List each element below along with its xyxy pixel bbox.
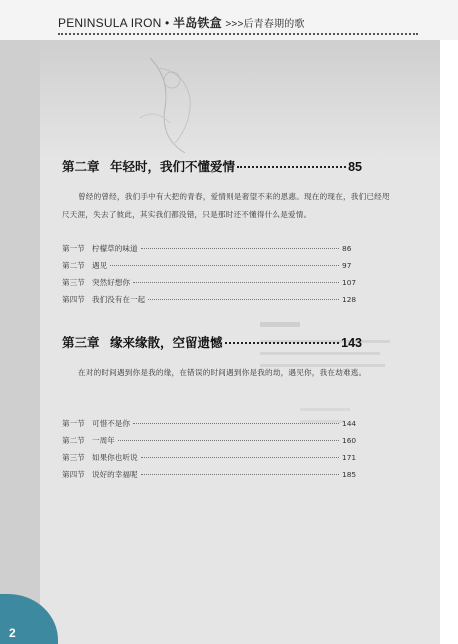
chapter-number: 第三章 — [62, 336, 100, 350]
dot-leader — [141, 457, 339, 458]
section-label: 第二节 — [62, 436, 85, 445]
book-title — [58, 14, 305, 31]
section-title: 一周年 — [92, 436, 115, 445]
toc-entry[interactable] — [62, 418, 362, 435]
chapter-heading — [62, 333, 362, 351]
section-page: 160 — [342, 436, 357, 445]
section-label: 第四节 — [62, 470, 85, 479]
section-page: 86 — [342, 244, 352, 253]
dot-leader — [133, 282, 339, 283]
section-title: 如果你也听说 — [92, 453, 138, 462]
dot-leader — [237, 166, 346, 168]
section-label: 第四节 — [62, 295, 85, 304]
section-title: 可惜不是你 — [92, 419, 130, 428]
toc-entry[interactable] — [62, 452, 362, 469]
section-page: 97 — [342, 261, 352, 270]
brand-separator: • — [165, 16, 170, 30]
section-page: 107 — [342, 278, 357, 287]
section-label: 第一节 — [62, 419, 85, 428]
section-page: 185 — [342, 470, 357, 479]
chapter-title: 年轻时，我们不懂爱情 — [110, 160, 236, 174]
dot-leader — [118, 440, 339, 441]
brand-latin: PENINSULA IRON — [58, 16, 162, 30]
chapter-page: 85 — [348, 160, 362, 174]
running-header — [0, 0, 458, 40]
panel-gradient — [40, 40, 440, 160]
toc-entry[interactable] — [62, 277, 362, 294]
toc-entry[interactable] — [62, 243, 362, 260]
section-label: 第二节 — [62, 261, 85, 270]
chapter-heading — [62, 157, 362, 175]
dot-leader — [110, 265, 339, 266]
section-label: 第一节 — [62, 244, 85, 253]
dot-leader — [133, 423, 339, 424]
toc-entry[interactable] — [62, 469, 362, 486]
chapter-number: 第二章 — [62, 160, 100, 174]
section-title: 遇见 — [92, 261, 108, 270]
dot-leader — [141, 248, 339, 249]
chapter-summary: 在对的时间遇到你是我的缘，在错误的时间遇到你是我的劫，遇见你，我在劫难逃。 — [78, 368, 367, 377]
arrow-separator: >>> — [225, 19, 244, 30]
section-page: 128 — [342, 295, 357, 304]
chapter-title: 缘来缘散，空留遗憾 — [110, 336, 223, 350]
dot-leader — [141, 474, 339, 475]
section-label: 第三节 — [62, 278, 85, 287]
dot-leader — [148, 299, 339, 300]
section-list — [62, 243, 362, 311]
toc-entry[interactable] — [62, 260, 362, 277]
book-subtitle: 后青春期的歌 — [243, 19, 305, 30]
dot-leader — [225, 342, 340, 344]
section-title: 突然好想你 — [92, 278, 130, 287]
faded-illustration — [130, 48, 220, 158]
section-page: 144 — [342, 419, 357, 428]
section-title: 柠檬草的味道 — [92, 244, 138, 253]
chapter-page: 143 — [341, 336, 362, 350]
toc-entry[interactable] — [62, 294, 362, 311]
section-page: 171 — [342, 453, 357, 462]
left-margin-strip — [0, 40, 40, 644]
brand-chinese: 半岛铁盒 — [173, 16, 222, 30]
section-list — [62, 418, 362, 486]
page-number: 2 — [9, 626, 16, 640]
section-title: 说好的幸福呢 — [92, 470, 138, 479]
header-dotted-rule — [58, 33, 418, 35]
toc-entry[interactable] — [62, 435, 362, 452]
section-label: 第三节 — [62, 453, 85, 462]
chapter-summary: 曾经的曾经，我们手中有大把的青春，爱情则是奢望不来的恩惠。现在的现在，我们已经咫尺天涯，失去了彼此，其实我们都没错，只是那时还不懂得什么是爱情。 — [62, 192, 390, 219]
section-title: 我们没有在一起 — [92, 295, 146, 304]
